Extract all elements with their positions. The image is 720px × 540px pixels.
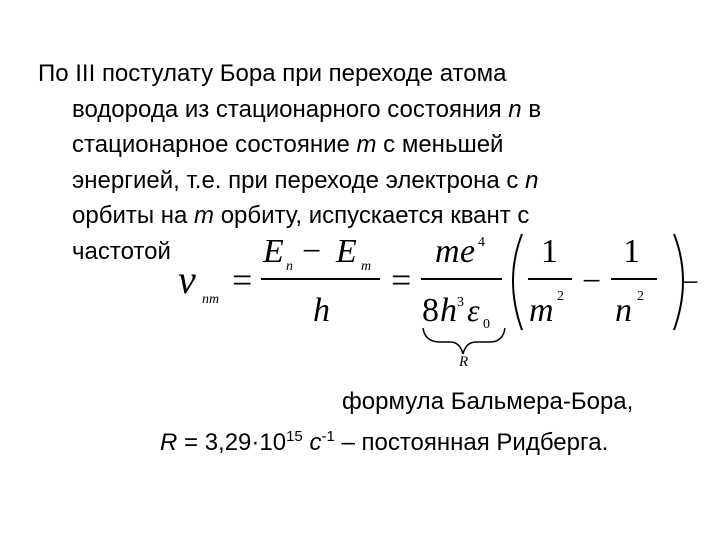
underbrace xyxy=(423,328,505,354)
energy-sub-n: n xyxy=(286,259,293,274)
paragraph-line-4 xyxy=(38,163,678,199)
energy-En: E xyxy=(263,233,284,270)
epsilon-subscript: 0 xyxy=(483,317,490,332)
minus-sign: − xyxy=(302,233,322,270)
paragraph-line-1: По III постулату Бора при переходе атома xyxy=(38,60,507,87)
charge-e: e xyxy=(460,233,476,270)
formula-svg xyxy=(160,220,705,380)
planck-h: h xyxy=(313,292,330,329)
paragraph-text: с меньшей xyxy=(376,131,504,158)
denominator-n: n xyxy=(615,292,632,329)
energy-sub-m: m xyxy=(361,259,372,274)
paragraph-text: стационарное состояние xyxy=(72,131,357,158)
nu-symbol: ν xyxy=(178,257,196,302)
equals-sign: = xyxy=(391,260,412,300)
exponent-2: 2 xyxy=(637,289,644,304)
rydberg-label-R: R xyxy=(459,354,469,370)
paragraph-line-6: частотой xyxy=(72,237,171,265)
formula-caption: формула Бальмера-Бора, xyxy=(342,388,634,415)
epsilon-symbol: ε xyxy=(467,292,480,328)
numerator-1: 1 xyxy=(623,233,640,270)
rydberg-unit-exponent: -1 xyxy=(321,428,335,445)
planck-h: h xyxy=(440,292,457,329)
rydberg-exponent: 15 xyxy=(286,428,303,445)
paragraph-text: в xyxy=(521,95,542,123)
exponent-4: 4 xyxy=(478,235,485,250)
digit-8: 8 xyxy=(422,292,439,329)
rydberg-constant-line xyxy=(160,429,608,457)
balmer-bohr-formula xyxy=(160,220,705,380)
minus-sign: − xyxy=(582,263,602,300)
rydberg-value: = 3,29·10 xyxy=(177,429,287,456)
paragraph-line-2 xyxy=(38,92,678,128)
denominator-m: m xyxy=(529,292,554,329)
nu-subscript: nm xyxy=(202,292,220,307)
paragraph-text: водорода из стационарного состояния xyxy=(72,95,509,123)
rydberg-description: – постоянная Ридберга. xyxy=(334,429,609,456)
variable-n: n xyxy=(525,166,539,194)
variable-n: n xyxy=(508,95,522,123)
numerator-1: 1 xyxy=(541,233,558,270)
variable-m: m xyxy=(356,131,377,158)
rydberg-symbol: R xyxy=(160,429,178,456)
energy-Em: E xyxy=(336,233,357,270)
exponent-3: 3 xyxy=(457,295,464,310)
mass-m: m xyxy=(435,233,460,270)
exponent-2: 2 xyxy=(557,289,564,304)
left-parenthesis xyxy=(513,234,522,330)
equals-sign: = xyxy=(232,260,253,300)
variable-m: m xyxy=(194,202,215,229)
paragraph-text: орбиту, испускается квант с xyxy=(214,202,530,229)
paragraph-text: энергией, т.е. при переходе электрона с xyxy=(72,166,526,194)
trailing-dash: − xyxy=(682,266,699,299)
paragraph-line-3 xyxy=(38,127,678,163)
rydberg-unit: с xyxy=(302,429,322,456)
paragraph-text: орбиты на xyxy=(72,202,195,229)
